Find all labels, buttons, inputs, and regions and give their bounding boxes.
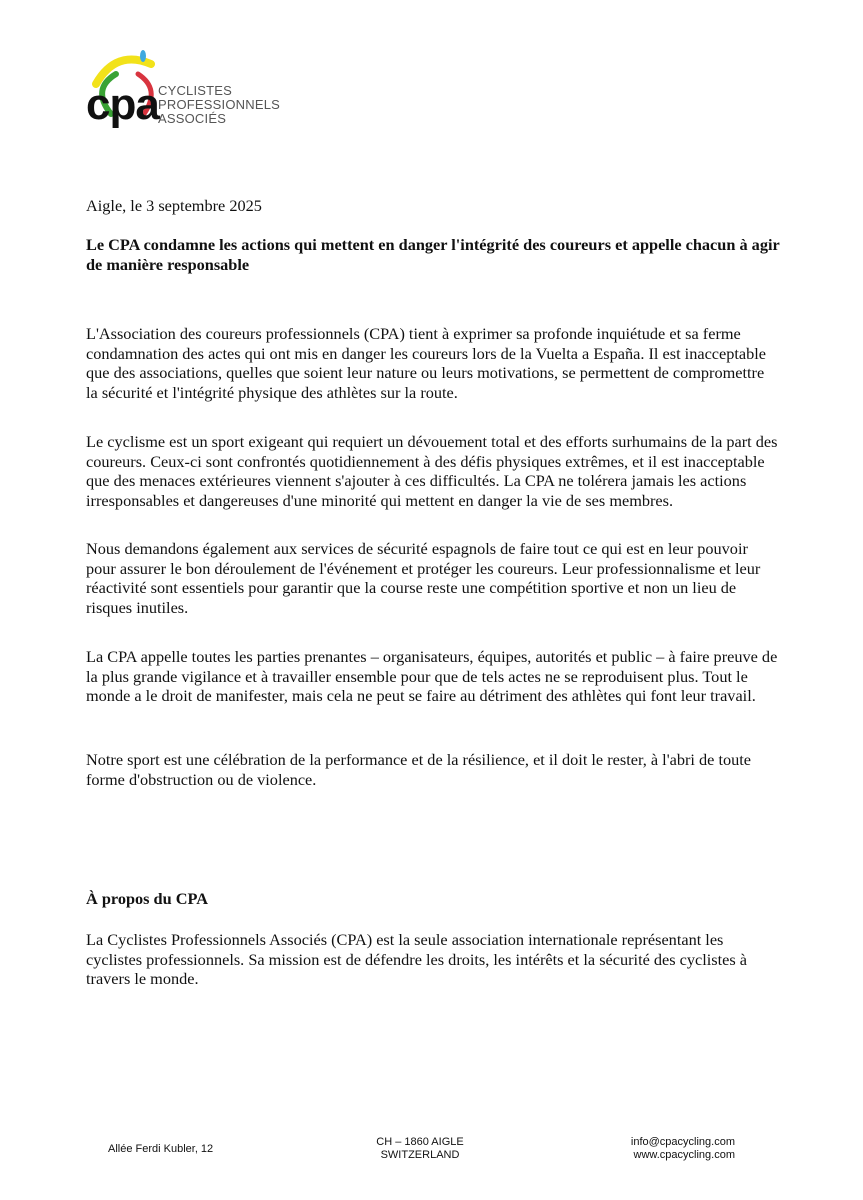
paragraph: La CPA appelle toutes les parties prenantes – organisateurs, équipes, autorités et public – à faire preuve de la plus grande vigilance et à travailler ensemble pour que de tels actes ne se reproduisent plus. Tout le monde a le droit de manifester, mais cela ne peut se faire au détriment des athlètes qui font leur travail. <box>86 647 778 706</box>
footer-address: Allée Ferdi Kubler, 12 <box>108 1143 214 1155</box>
footer-city: CH – 1860 AIGLE <box>376 1136 464 1148</box>
paragraph: L'Association des coureurs professionnels (CPA) tient à exprimer sa profonde inquiétude et sa ferme condamnation des actes qui ont mis en danger les coureurs lors de la Vuelta a España. Il est inacceptable que des associations, quelles que soient leur nature ou leurs motivations, se permettent de compromettre la sécurité et l'intégrité physique des athlètes sur la route. <box>86 324 767 402</box>
footer-contact <box>590 1136 735 1162</box>
press-release-title: Le CPA condamne les actions qui mettent en danger l'intégrité des coureurs et appelle chacun à agir de manière responsable <box>86 235 780 274</box>
date-line: Aigle, le 3 septembre 2025 <box>86 196 262 215</box>
paragraph: Le cyclisme est un sport exigeant qui requiert un dévouement total et des efforts surhumains de la part des coureurs. Ceux-ci sont confrontés quotidiennement à des défis physiques extrêmes, et il est inacceptable que des menaces extérieures viennent s'ajouter à ces difficultés. La CPA ne tolérera jamais les actions irresponsables et dangereuses d'une minorité qui mettent en danger la vie de ses membres. <box>86 432 778 510</box>
logo-name <box>158 84 280 126</box>
paragraph: Nous demandons également aux services de sécurité espagnols de faire tout ce qui est en leur pouvoir pour assurer le bon déroulement de l'événement et protéger les coureurs. Leur professionnalisme et leur réactivité sont essentiels pour garantir que la course reste une compétition sportive et non un lieu de risques inutiles. <box>86 539 761 617</box>
footer-country: SWITZERLAND <box>380 1149 460 1161</box>
footer-website[interactable]: www.cpacycling.com <box>633 1149 735 1161</box>
logo-acronym: cpa <box>86 80 159 129</box>
footer-location <box>340 1136 500 1162</box>
logo-line: PROFESSIONNELS <box>158 97 280 112</box>
footer-email[interactable]: info@cpacycling.com <box>630 1136 735 1148</box>
logo-line: CYCLISTES <box>158 83 233 98</box>
logo-line: ASSOCIÉS <box>158 111 227 126</box>
about-text: La Cyclistes Professionnels Associés (CPA) est la seule association internationale représentant les cyclistes professionnels. Sa mission est de défendre les droits, les intérêts et la sécurité des cyclistes à travers le monde. <box>86 930 748 989</box>
paragraph: Notre sport est une célébration de la performance et de la résilience, et il doit le rester, à l'abri de toute forme d'obstruction ou de violence. <box>86 750 752 789</box>
about-heading: À propos du CPA <box>86 889 208 908</box>
